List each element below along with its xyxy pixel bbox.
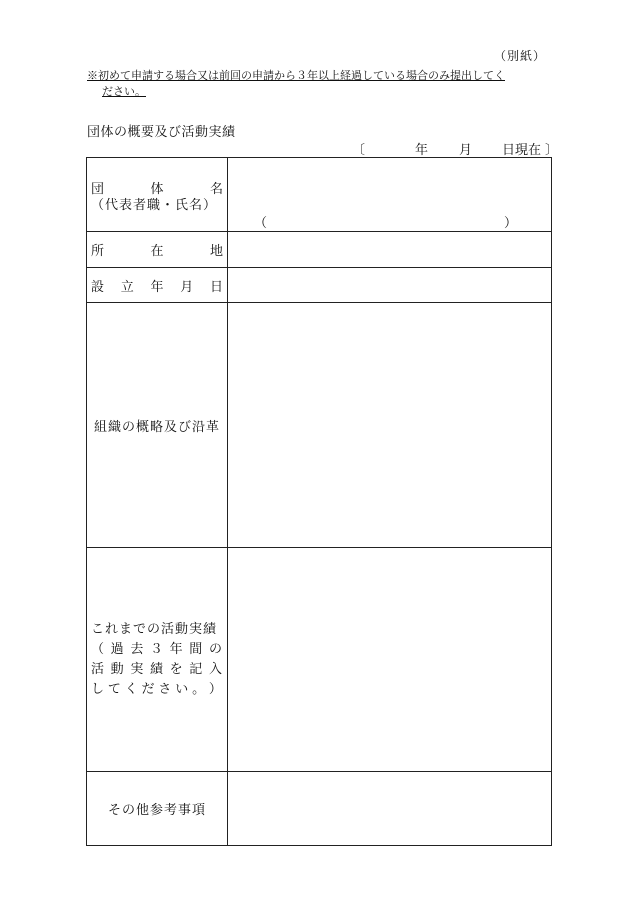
paren-close: ）: [503, 216, 517, 231]
label-char: 団: [91, 182, 105, 197]
row-organization-history: [87, 303, 552, 548]
date-bracket-close: 〕: [545, 143, 559, 158]
row-established-date: [87, 268, 552, 303]
representative-paren: [254, 212, 517, 231]
label-char: い: [175, 681, 190, 697]
label-char: 年: [150, 279, 164, 295]
label-char: 設: [91, 279, 105, 295]
label-char: 去: [130, 641, 145, 657]
label-other-notes: [87, 772, 228, 846]
value-activity-record[interactable]: [228, 548, 552, 772]
submission-note: [87, 68, 542, 100]
date-month-label: 月: [459, 143, 473, 158]
label-char: 活: [91, 661, 106, 677]
label-char: 名: [209, 182, 223, 197]
label-char: 記: [189, 661, 204, 677]
label-char: 所: [91, 244, 105, 259]
paren-open: （: [254, 216, 268, 231]
activity-label-line-2: [91, 640, 223, 660]
date-year-label: 年: [415, 143, 429, 158]
label-char: ３: [149, 641, 164, 657]
label-char: く: [124, 681, 139, 697]
activity-label-line-4: [91, 680, 223, 700]
label-address: [87, 232, 228, 268]
label-char: 月: [180, 279, 194, 295]
label-char: さ: [158, 681, 173, 697]
value-other-notes[interactable]: [228, 772, 552, 846]
note-line-1: ※初めて申請する場合又は前回の申請から３年以上経過している場合のみ提出してく: [87, 69, 505, 82]
label-char: 績: [149, 661, 164, 677]
label-char: 地: [209, 244, 223, 259]
label-char: 体: [150, 182, 164, 197]
label-char: 動: [110, 661, 125, 677]
row-activity-record: [87, 548, 552, 772]
attachment-label: （別紙）: [494, 49, 547, 63]
label-char: 年: [169, 641, 184, 657]
value-organization-name[interactable]: [228, 158, 552, 232]
label-char: 日: [209, 279, 223, 295]
label-char: 立: [120, 279, 134, 295]
value-established-date[interactable]: [228, 268, 552, 303]
section-title: 団体の概要及び活動実績: [87, 125, 236, 140]
label-char: 過: [110, 641, 125, 657]
label-char: の: [208, 641, 223, 657]
note-line-2: ださい。: [102, 85, 146, 98]
label-organization-name: [87, 158, 228, 232]
activity-label-line-3: [91, 660, 223, 680]
representative-label: （代表者職・氏名）: [91, 198, 218, 213]
row-organization-name: [87, 158, 552, 232]
label-char: 入: [208, 661, 223, 677]
label-char: 間: [189, 641, 204, 657]
label-char: （: [91, 641, 106, 657]
row-other-notes: [87, 772, 552, 846]
label-activity-record: [87, 548, 228, 772]
activity-label-line-1: これまでの活動実績: [91, 621, 218, 637]
label-char: て: [107, 681, 122, 697]
label-char: 在: [150, 244, 164, 259]
label-char: 。: [192, 681, 207, 697]
label-char: だ: [141, 681, 156, 697]
as-of-date-line: [352, 139, 559, 158]
value-address[interactable]: [228, 232, 552, 268]
date-bracket-open: 〔: [352, 143, 366, 158]
organization-profile-table: [86, 157, 552, 846]
label-char: を: [169, 661, 184, 677]
label-organization-history: [87, 303, 228, 548]
label-char: 実: [130, 661, 145, 677]
value-organization-history[interactable]: [228, 303, 552, 548]
other-notes-label: その他参考事項: [107, 803, 206, 818]
row-address: [87, 232, 552, 268]
label-established-date: [87, 268, 228, 303]
date-day-label: 日現在: [502, 143, 542, 158]
organization-history-label: 組織の概略及び沿革: [93, 419, 220, 435]
label-char: ）: [208, 681, 223, 697]
label-char: し: [91, 681, 106, 697]
